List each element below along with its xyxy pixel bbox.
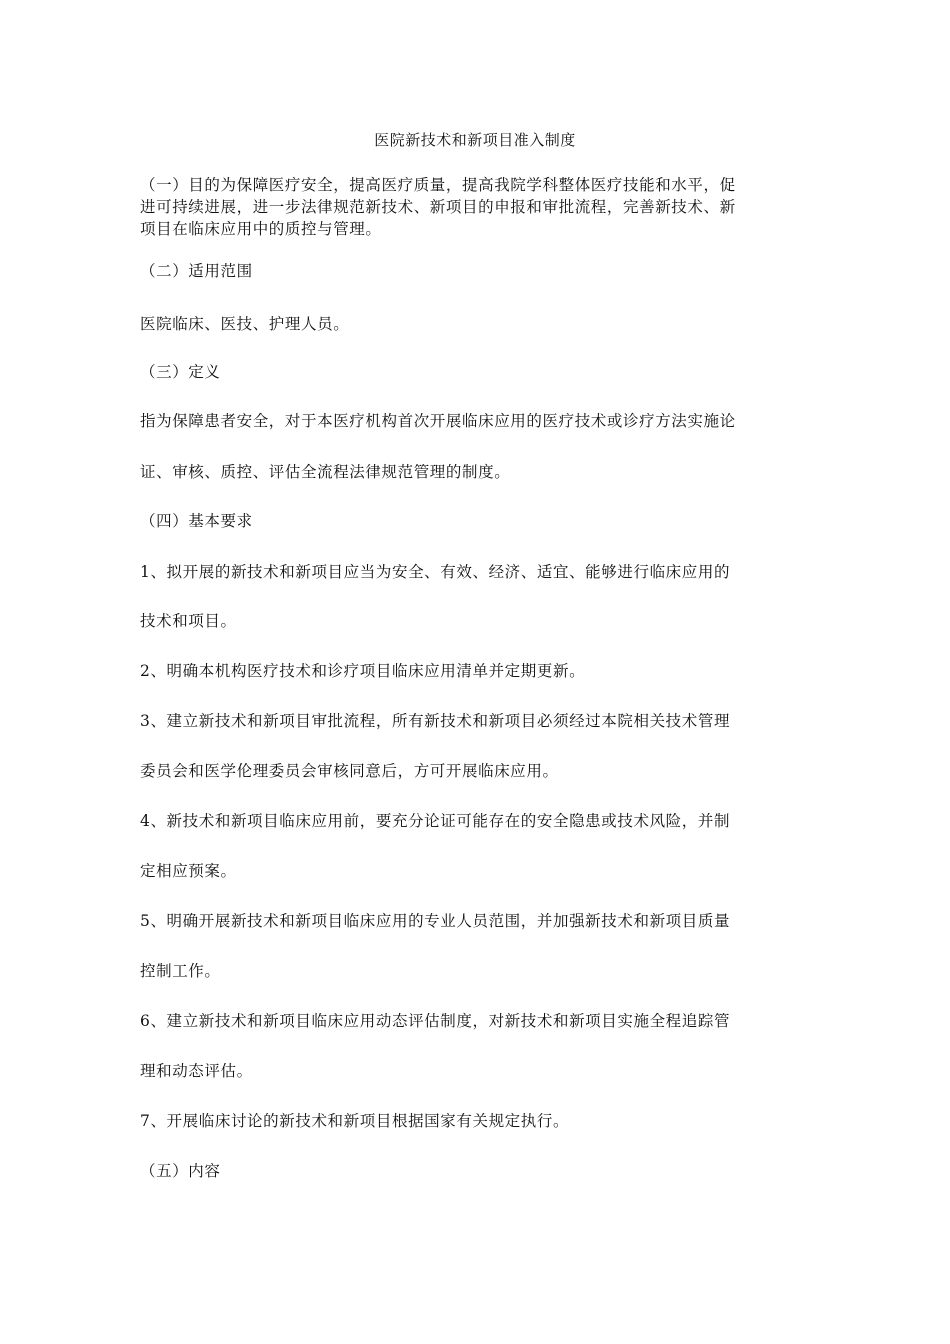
requirement-line: 技术和项目。 [140, 612, 237, 630]
requirement-line: 7、开展临床讨论的新技术和新项目根据国家有关规定执行。 [140, 1112, 570, 1130]
document-title: 医院新技术和新项目准入制度 [374, 131, 576, 149]
requirement-line: 定相应预案。 [140, 862, 237, 880]
requirement-line: 理和动态评估。 [140, 1062, 253, 1080]
requirement-line: 6、建立新技术和新项目临床应用动态评估制度，对新技术和新项目实施全程追踪管 [140, 1012, 731, 1030]
requirement-line: 4、新技术和新项目临床应用前，要充分论证可能存在的安全隐患或技术风险，并制 [140, 812, 731, 830]
section3-body-line: 证、审核、质控、评估全流程法律规范管理的制度。 [140, 463, 511, 481]
section3-body-line: 指为保障患者安全，对于本医疗机构首次开展临床应用的医疗技术或诊疗方法实施论 [140, 412, 736, 430]
intro-line: （一）目的为保障医疗安全，提高医疗质量，提高我院学科整体医疗技能和水平，促 [140, 176, 736, 194]
section5-heading: （五）内容 [140, 1162, 221, 1180]
section1-paragraph [140, 174, 820, 240]
requirement-line: 控制工作。 [140, 962, 221, 980]
section2-body: 医院临床、医技、护理人员。 [140, 315, 350, 333]
requirement-line: 2、明确本机构医疗技术和诊疗项目临床应用清单并定期更新。 [140, 662, 586, 680]
requirement-line: 5、明确开展新技术和新项目临床应用的专业人员范围，并加强新技术和新项目质量 [140, 912, 731, 930]
intro-line: 项目在临床应用中的质控与管理。 [140, 220, 382, 238]
requirement-line: 1、拟开展的新技术和新项目应当为安全、有效、经济、适宜、能够进行临床应用的 [140, 563, 731, 581]
requirement-line: 3、建立新技术和新项目审批流程，所有新技术和新项目必须经过本院相关技术管理 [140, 712, 731, 730]
section3-heading: （三）定义 [140, 363, 221, 381]
requirement-line: 委员会和医学伦理委员会审核同意后，方可开展临床应用。 [140, 762, 559, 780]
section4-heading: （四）基本要求 [140, 512, 253, 530]
section2-heading: （二）适用范围 [140, 262, 253, 280]
intro-line: 进可持续进展，进一步法律规范新技术、新项目的申报和审批流程，完善新技术、新 [140, 198, 736, 216]
